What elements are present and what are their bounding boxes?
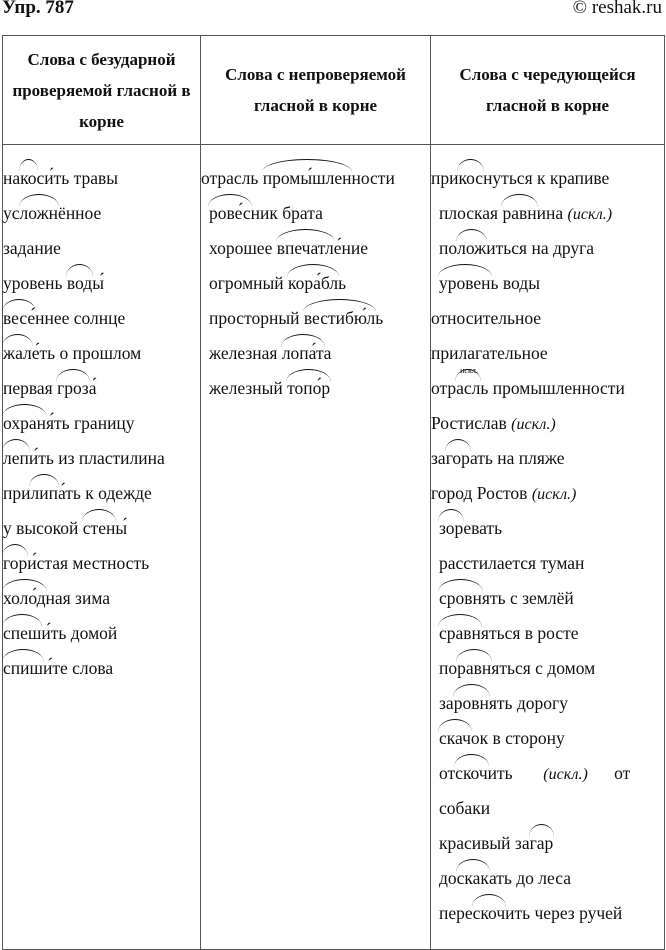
phrase-suffix: и́стая местность [27,553,150,573]
phrase-suffix: яться с домом [491,658,596,678]
word-root: кос [458,168,484,188]
phrase-prefix: при [431,168,459,188]
word-phrase [201,161,430,196]
phrase-prefix: отр [431,378,457,398]
phrase-suffix: ь воды [490,273,540,293]
word-phrase [431,441,664,476]
exception-note: (искл.) [567,206,613,223]
phrase-prefix: город Ростов [431,483,532,503]
word-root: впечатл [276,238,334,258]
phrase-suffix: е́ть о прошлом [31,343,142,363]
phrase-suffix: е́ние [333,238,369,258]
word-root: равн [457,658,492,678]
word-root: гроз [57,378,89,398]
phrase-tail: от [587,763,631,783]
phrase-suffix: я́ть границу [45,413,135,433]
phrase-suffix: яться в росте [480,623,579,643]
phrase-prefix: по [439,658,458,678]
word-phrase [201,231,430,266]
phrase-prefix: ус [3,203,20,223]
phrase-suffix: ённое [58,203,102,223]
phrase-prefix: огромный [209,273,289,293]
word-root: уровен [439,273,491,293]
phrase-prefix: просторный [209,308,304,328]
word-root: холо́д [3,588,46,608]
phrase-suffix: ь [375,308,384,328]
word-phrase [3,651,200,686]
exercise-title: Упр. 787 [2,0,74,18]
word-phrase [3,301,200,336]
word-phrase [431,896,664,931]
phrase-prefix: на [3,168,21,188]
phrase-prefix: железная [209,343,282,363]
word-root: спиш [3,658,43,678]
word-root: зор [439,518,464,538]
word-phrase [201,266,430,301]
word-phrase [431,476,664,511]
word-phrase [201,336,430,371]
word-root: промы́шлен [262,168,352,188]
word-phrase [3,266,200,301]
phrase-suffix: ник брата [250,203,323,223]
word-phrase [3,406,200,441]
word-root: рове́с [209,203,251,223]
phrase-prefix: первая [3,378,58,398]
phrase-suffix: и́ть домой [41,623,118,643]
word-phrase [431,791,664,826]
phrase-prefix: Ростислав [431,413,512,433]
word-phrase [201,301,430,336]
phrase-suffix: ная зима [45,588,111,608]
word-root: ил [478,553,497,573]
phrase-prefix: относительное [431,308,542,328]
word-phrase [431,406,664,441]
phrase-suffix: ина [536,203,568,223]
word-root: лопа́т [281,343,324,363]
phrase-prefix: по [439,238,458,258]
column-header-checked-vowel: Слова с безударной проверяемой гласной в корне [3,36,201,145]
phrase-suffix: евать [463,518,503,538]
phrase-suffix: и́ть из пластилина [28,448,165,468]
phrase-prefix: расст [439,553,479,573]
word-root: ровн [453,693,489,713]
word-root: вод [66,273,93,293]
phrase-suffix: а́ть к одежде [57,483,152,503]
phrase-prefix: плоская [439,203,503,223]
source-watermark: © reshak.ru [572,0,662,18]
exception-note: (искл.) [511,416,556,433]
word-root: охран [3,413,46,433]
phrase-suffix: ь промышленности [480,378,625,398]
word-phrase [3,371,200,406]
word-phrase [431,686,664,721]
word-root: жал [3,343,32,363]
word-phrase [3,616,200,651]
word-root: весе́ [3,308,36,328]
phrase-prefix: задание [3,238,61,258]
word-root: скак [456,868,489,888]
word-phrase [3,336,200,371]
phrase-prefix: за [431,448,446,468]
word-phrase [431,756,664,791]
word-phrase [431,366,664,406]
words-table [2,35,665,950]
phrase-suffix: ы́ [115,518,128,538]
word-root: стен [82,518,116,538]
phrase-suffix: ы́ [92,273,104,293]
exception-mark: искл. [460,366,478,375]
word-root: ложн [19,203,59,223]
phrase-prefix: от [439,763,456,783]
column-alternating-vowel [431,145,665,950]
phrase-suffix: а́ [88,378,97,398]
phrase-suffix: и́те слова [42,658,114,678]
phrase-prefix: за [439,693,454,713]
word-phrase [431,861,664,896]
word-root: лож [457,238,487,258]
phrase-suffix: ок в сторону [470,728,565,748]
word-root: гор [3,553,28,573]
phrase-prefix: прилагательное [431,343,548,363]
phrase-suffix: ается туман [496,553,585,573]
word-phrase [431,581,664,616]
column-header-alternating-vowel: Слова с чередующейся гласной в корне [431,36,665,145]
word-root: асл искл. [456,366,481,398]
word-phrase [3,511,200,546]
word-phrase [431,161,664,196]
word-phrase [431,266,664,301]
phrase-suffix: ать на пляже [469,448,565,468]
word-phrase [431,546,664,581]
exception-note: (искл.) [531,486,577,503]
word-phrase [431,721,664,756]
column-checked-vowel [3,145,201,950]
word-phrase [3,546,200,581]
word-phrase [201,196,430,231]
phrase-prefix: хорошее [209,238,277,258]
phrase-suffix: ять с землёй [481,588,574,608]
word-root: гор [445,448,470,468]
column-header-unchecked-vowel: Слова с непроверяемой гласной в корне [201,36,431,145]
word-root: спеш [3,623,42,643]
phrase-prefix: у высокой [3,518,83,538]
word-phrase [431,826,664,861]
word-root: гар [529,833,554,853]
word-phrase [431,511,664,546]
phrase-prefix: железный [209,378,288,398]
phrase-suffix: ь [338,273,347,293]
word-phrase [3,581,200,616]
phrase-suffix: ности [351,168,395,188]
phrase-suffix: ить [487,763,544,783]
word-phrase [431,651,664,686]
phrase-suffix: ннее солнце [35,308,126,328]
word-root: скоч [472,903,506,923]
phrase-prefix: при [3,483,31,503]
phrase-prefix: красивый за [439,833,530,853]
phrase-prefix: до [439,868,457,888]
word-root: сравн [439,623,481,643]
word-phrase [431,196,664,231]
phrase-suffix: си́ть травы [36,168,119,188]
word-root: леп [3,448,29,468]
phrase-suffix: иться на друга [486,238,595,258]
phrase-prefix: собаки [439,798,491,818]
word-phrase [431,301,664,336]
phrase-prefix: пере [439,903,473,923]
word-root: кора́бл [288,273,339,293]
word-root: скач [439,728,471,748]
phrase-suffix: ять дорогу [488,693,568,713]
word-phrase [3,161,200,196]
word-root: вестибю́л [303,308,376,328]
exception-note: (искл.) [543,766,588,783]
word-phrase [3,441,200,476]
word-root: равн [502,203,537,223]
word-root: ко [20,168,37,188]
word-phrase [431,616,664,651]
phrase-suffix: ать до леса [488,868,571,888]
phrase-prefix: отрасль [201,168,263,188]
word-phrase [431,231,664,266]
word-root: лип [30,483,58,503]
phrase-suffix: а [323,343,332,363]
word-phrase [3,196,200,231]
word-root: сровн [439,588,482,608]
phrase-suffix: ить через ручей [505,903,623,923]
phrase-prefix: уровень [3,273,67,293]
column-unchecked-vowel [201,145,431,950]
word-phrase [3,476,200,511]
word-phrase [201,371,430,406]
word-root: скоч [455,763,488,783]
word-phrase [3,231,200,266]
word-root: топо́р [287,378,331,398]
phrase-suffix: нуться к крапиве [483,168,610,188]
